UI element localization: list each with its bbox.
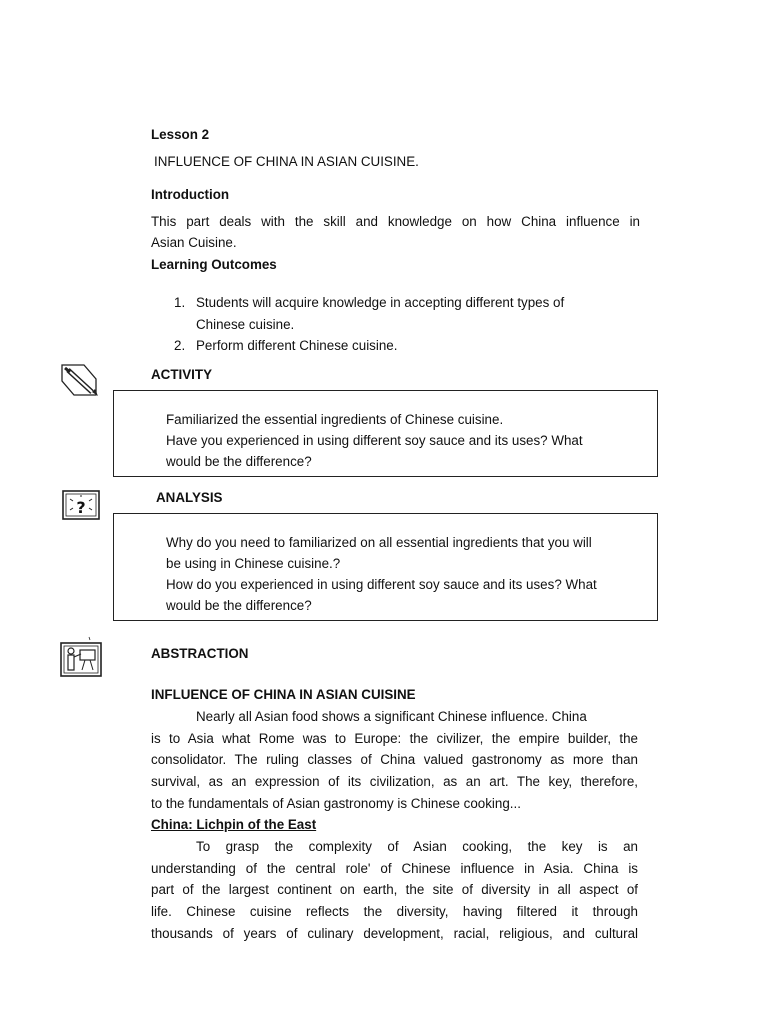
lesson-number: Lesson 2 — [151, 127, 210, 142]
outcome-number: 1. — [174, 295, 186, 310]
section-title: China: Lichpin of the East — [151, 817, 317, 832]
abstraction-subheading: INFLUENCE OF CHINA IN ASIAN CUISINE — [151, 687, 416, 702]
introduction-line: This part deals with the skill and knowledge on how China influence in — [151, 214, 640, 229]
outcome-text: Students will acquire knowledge in accepting different types of — [196, 295, 565, 310]
analysis-line: Why do you need to familiarized on all essential ingredients that you will — [166, 535, 592, 550]
paragraph-line: Nearly all Asian food shows a significant Chinese influence. China — [196, 709, 587, 724]
paragraph-line: to the fundamentals of Asian gastronomy is Chinese cooking... — [151, 796, 521, 811]
svg-text:?: ? — [76, 498, 86, 517]
outcome-number: 2. — [174, 338, 186, 353]
paragraph-line: life. Chinese cuisine reflects the diversity, having filtered it through — [151, 904, 638, 919]
paragraph-line: consolidator. The ruling classes of China valued gastronomy as more than — [151, 752, 638, 767]
introduction-line: Asian Cuisine. — [151, 235, 237, 250]
analysis-line: be using in Chinese cuisine.? — [166, 556, 341, 571]
paragraph-line: is to Asia what Rome was to Europe: the civilizer, the empire builder, the — [151, 731, 638, 746]
pencil-icon — [58, 362, 102, 398]
activity-line: would be the difference? — [166, 454, 312, 469]
activity-line: Familiarized the essential ingredients of Chinese cuisine. — [166, 412, 504, 427]
paragraph-line: survival, as an expression of its civilization, as an art. The key, therefore, — [151, 774, 638, 789]
analysis-heading: ANALYSIS — [156, 490, 223, 505]
question-board-icon — [61, 488, 103, 522]
outcome-text: Chinese cuisine. — [196, 317, 295, 332]
paragraph-line: part of the largest continent on earth, the site of diversity in all aspect of — [151, 882, 638, 897]
paragraph-line: understanding of the central role' of Chinese influence in Asia. China is — [151, 861, 638, 876]
activity-heading: ACTIVITY — [151, 367, 213, 382]
analysis-line: would be the difference? — [166, 598, 312, 613]
teacher-board-icon — [59, 636, 103, 678]
analysis-line: How do you experienced in using different soy sauce and its uses? What — [166, 577, 597, 592]
introduction-heading: Introduction — [151, 187, 230, 202]
activity-line: Have you experienced in using different soy sauce and its uses? What — [166, 433, 583, 448]
lesson-title: INFLUENCE OF CHINA IN ASIAN CUISINE. — [154, 154, 419, 169]
abstraction-heading: ABSTRACTION — [151, 646, 249, 661]
paragraph-line: To grasp the complexity of Asian cooking, the key is an — [196, 839, 638, 854]
learning-outcomes-heading: Learning Outcomes — [151, 257, 277, 272]
outcome-text: Perform different Chinese cuisine. — [196, 338, 398, 353]
paragraph-line: thousands of years of culinary development, racial, religious, and cultural — [151, 926, 638, 941]
